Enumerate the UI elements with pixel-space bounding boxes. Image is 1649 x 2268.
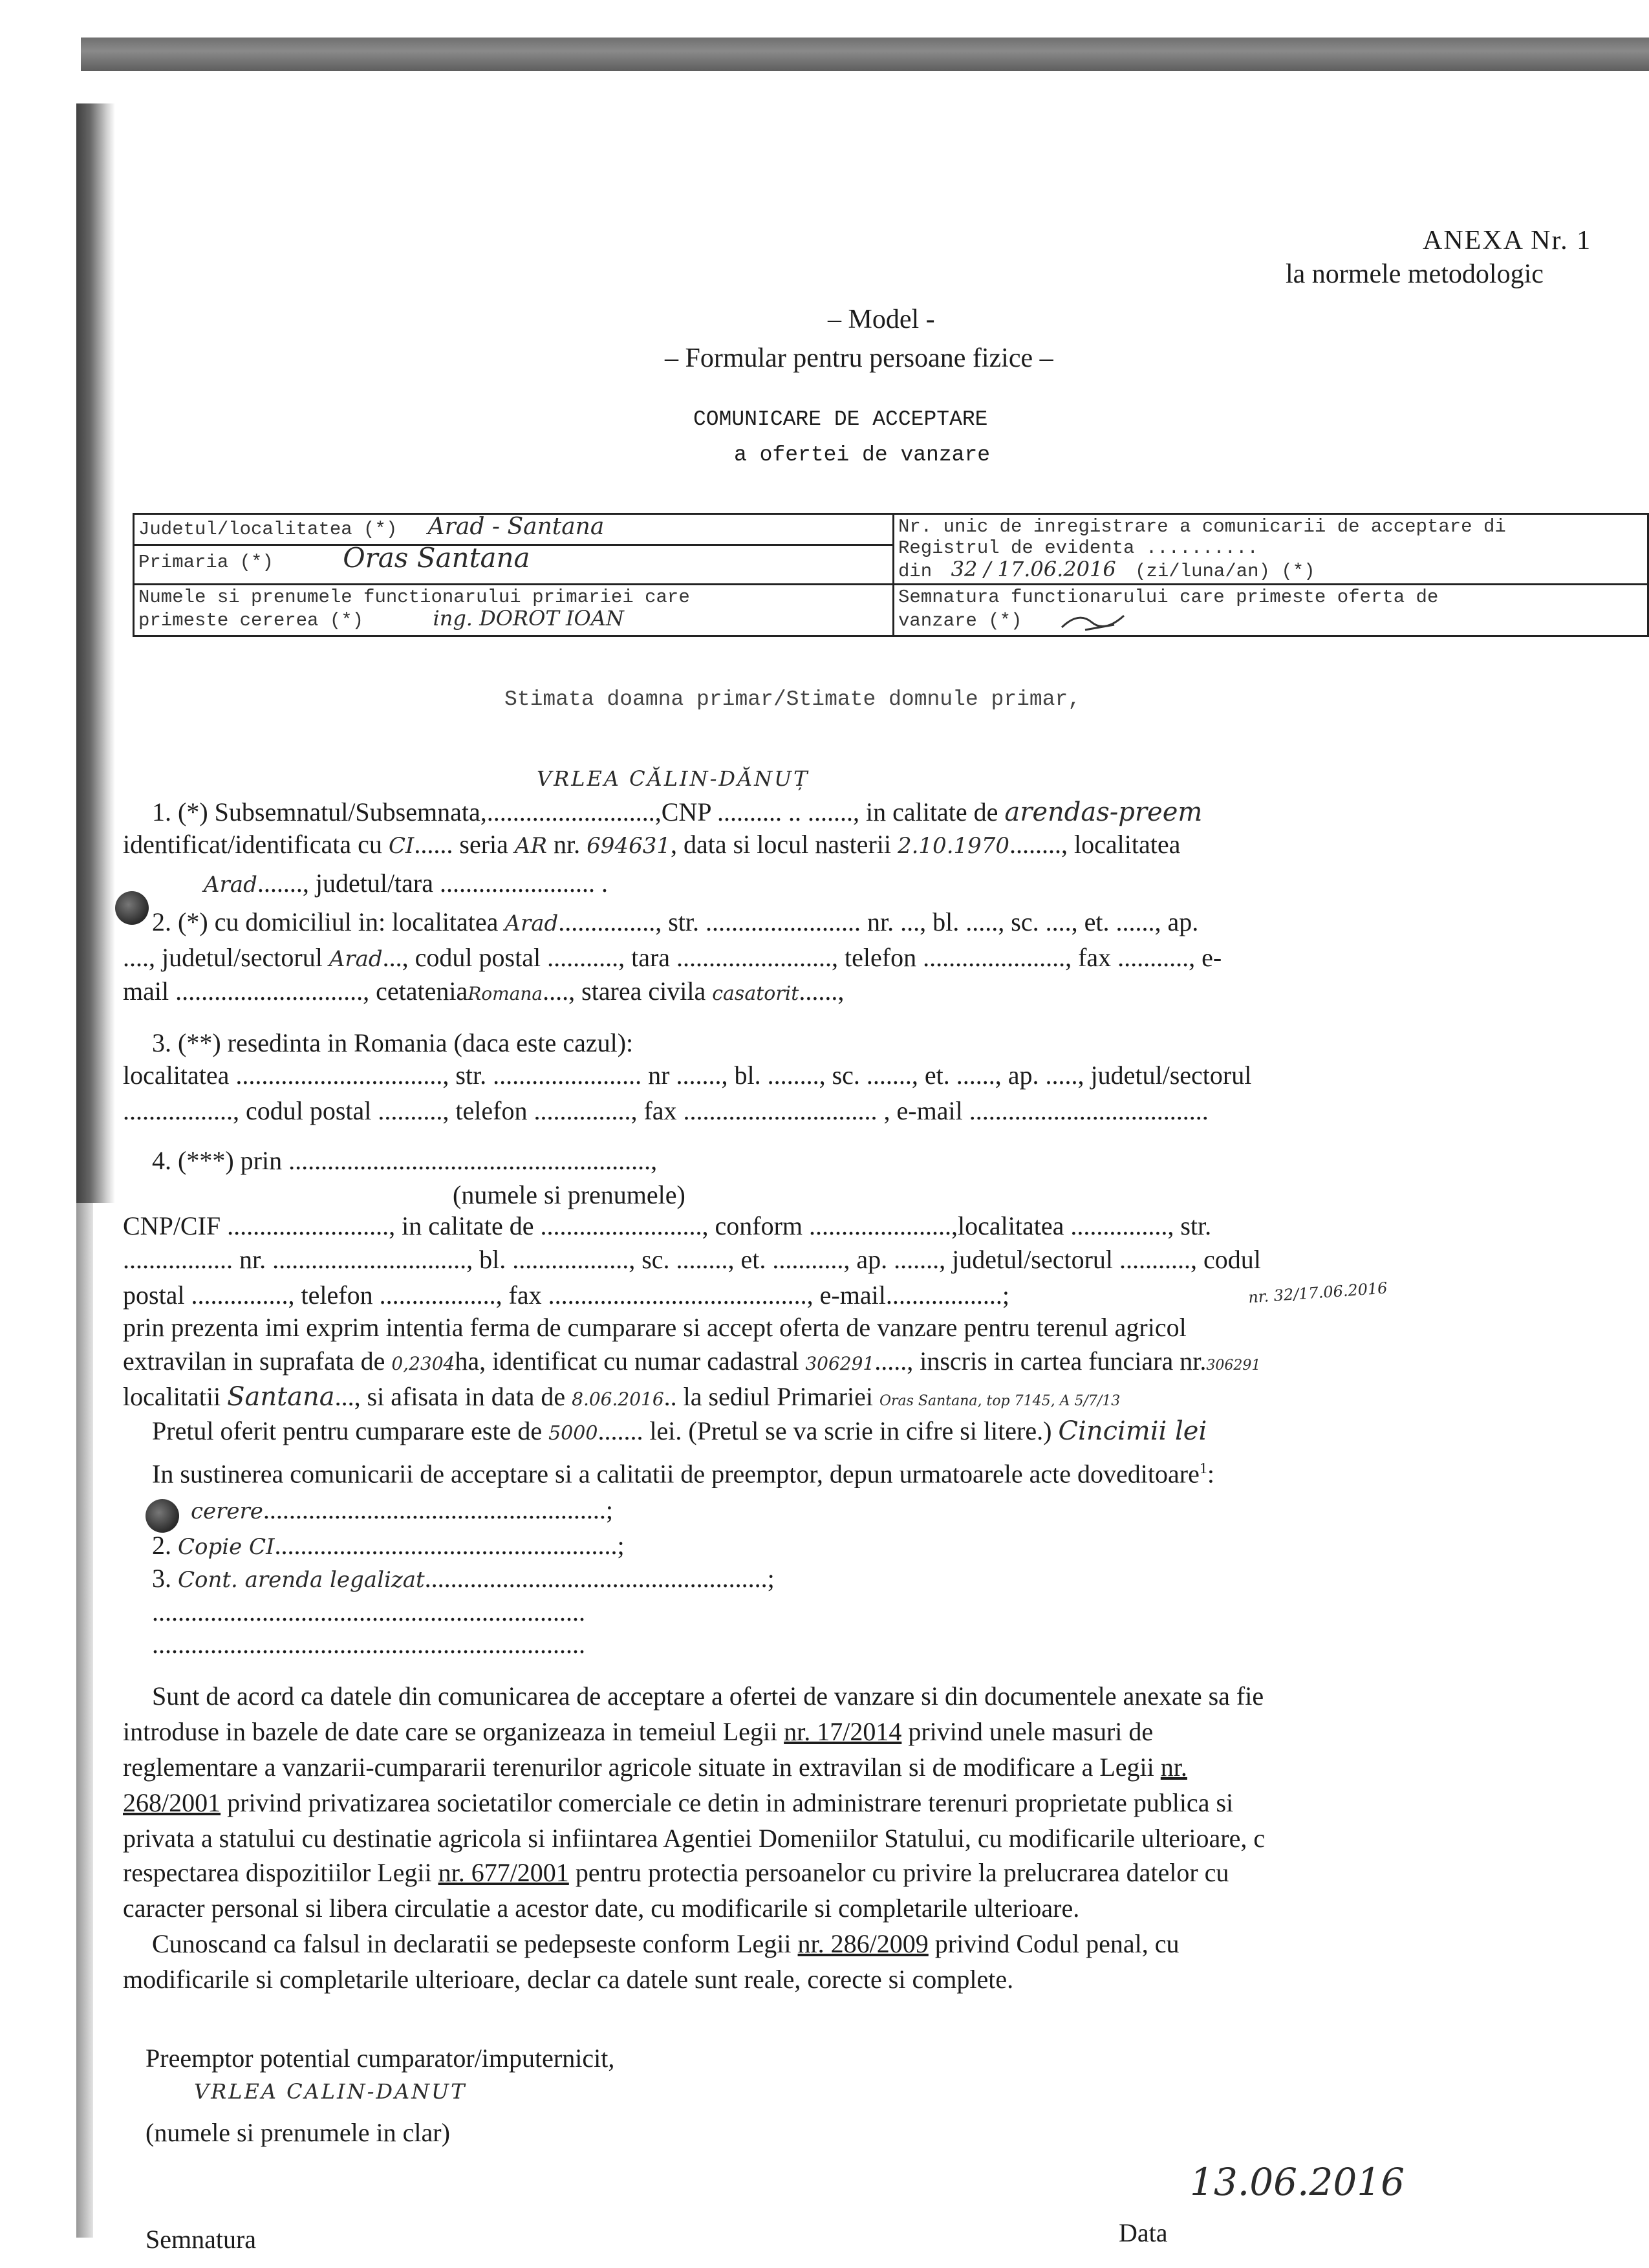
locality-label: ........, localitatea [1009, 830, 1181, 859]
county-value: Arad - Santana [427, 513, 605, 540]
id-doc-type: CI [388, 833, 415, 859]
section2-line1 [152, 907, 1198, 938]
registry-date-prefix: din [898, 561, 932, 582]
document-2-number: 2. [152, 1531, 171, 1560]
preemptor-name: VRLEA CALIN-DANUT [194, 2079, 467, 2104]
representative-line4: postal ..............., telefon .................., fax ........................................, e-mail..................; [123, 1280, 1009, 1310]
law-268-2001-link-start[interactable]: nr. [1160, 1753, 1187, 1782]
domicile-contact-fields: ..., codul postal ..........., tara ........................, telefon ......................, fax ..........., e- [382, 943, 1222, 972]
annex-number: ANEXA Nr. 1 [1423, 226, 1592, 255]
applicant-label: 1. (*) Subsemnatul/Subsemnata, [152, 797, 487, 826]
document-5-empty: ................................................................... [152, 1630, 585, 1659]
civil-status: casatorit [712, 982, 799, 1005]
consent-line4-b: privind privatizarea societatilor comerciale ce detin in administrare terenuri proprietate publica si [227, 1788, 1234, 1817]
intent-line1: prin prezenta imi exprim intentia ferma de cumparare si accept oferta de vanzare pentru terenul agricol [123, 1313, 1187, 1342]
birth-label: , data si locul nasterii [670, 830, 891, 859]
law-677-2001-link[interactable]: nr. 677/2001 [438, 1858, 569, 1887]
price-line [152, 1416, 1207, 1449]
applicant-quality: arendas-preem [1004, 797, 1203, 827]
residence-line2: ................., codul postal .........., telefon ..............., fax .............................. , e-mail ..................................... [123, 1096, 1209, 1125]
consent-line3-a: reglementare a vanzarii-cumpararii terenurilor agricole situate in extravilan si de modificare a Legii [123, 1753, 1154, 1782]
documents-intro-text: In sustinerea comunicarii de acceptare si a calitatii de preemptor, depun urmatoarele acte doveditoare [152, 1459, 1200, 1489]
handwritten-date: 13.06.2016 [1190, 2160, 1405, 2204]
registry-date-row [898, 559, 1643, 582]
preemptor-label: Preemptor potential cumparator/imputernicit, [146, 2044, 615, 2073]
footnote-marker: 1 [1199, 1460, 1207, 1477]
scan-edge-top [81, 38, 1649, 71]
consent-line2-b: privind unele masuri de [908, 1717, 1154, 1746]
birth-date: 2.10.1970 [897, 833, 1010, 859]
document-1-value: cerere [191, 1498, 263, 1524]
residence-line1: localitatea ................................, str. ....................... nr ......., bl. ........, sc. ......., et. ......, ap. ....., judetul/sectorul [123, 1061, 1252, 1090]
document-2-value: Copie CI [178, 1534, 275, 1560]
posted-date: 8.06.2016 [572, 1388, 664, 1410]
document-subtitle: a ofertei de vanzare [734, 443, 991, 467]
representative-line: 4. (***) prin ........................................................, [152, 1146, 658, 1175]
posted-date-label: ..., si afisata in data de [334, 1382, 566, 1411]
consent-line5: privata a statului cu destinatie agricola si infiintarea Agentiei Domeniilor Statului, cu modificarile ulterioare, c [123, 1824, 1266, 1853]
consent-line2-a: introduse in bazele de date care se organizeaza in temeiul Legii [123, 1717, 778, 1746]
applicant-name: VRLEA CĂLIN-DĂNUȚ [537, 766, 810, 791]
document-3-number: 3. [152, 1564, 171, 1593]
margin-note: nr. 32/17.06.2016 [1247, 1279, 1388, 1307]
consent-line8-b: privind Codul penal, cu [934, 1929, 1180, 1958]
representative-name-hint: (numele si prenumele) [453, 1180, 685, 1209]
cadastral-number: 306291 [805, 1353, 875, 1374]
representative-line3: ................. nr. .............................., bl. .................., sc. ........, et. ..........., ap. ......., judetul/sectorul ..........., codul [123, 1245, 1261, 1274]
section1-line3 [152, 869, 608, 900]
county-label: Judetul/localitatea (*) [138, 519, 398, 540]
document-3-value: Cont. arenda legalizat [178, 1567, 425, 1593]
county-cell [134, 514, 894, 545]
cnp-label: ..........................,CNP [486, 797, 711, 826]
birth-locality: Arad [204, 872, 257, 898]
official-name: ing. DOROT IOAN [433, 606, 624, 631]
document-2-dots: .....................................................; [274, 1531, 625, 1560]
law-268-2001-link[interactable]: 268/2001 [123, 1788, 221, 1817]
residence-heading: 3. (**) resedinta in Romania (daca este cazul): [152, 1028, 634, 1057]
consent-line4 [123, 1788, 1233, 1818]
id-series: AR [514, 833, 548, 859]
townhall-value: Oras Santana [343, 542, 530, 574]
consent-line6 [123, 1858, 1229, 1888]
scan-edge-left [76, 103, 115, 1203]
land-book-number: 306291 [1206, 1357, 1261, 1374]
official-cell [134, 585, 894, 636]
registry-table [133, 513, 1649, 637]
domicile-address-fields: ..............., str. ........................ nr. ..., bl. ....., sc. ...., et. ......, ap. [558, 907, 1199, 936]
registry-date-format: (zi/luna/an) (*) [1135, 561, 1315, 582]
consent-line9: modificarile si completarile ulterioare, declar ca datele sunt reale, corecte si complete. [123, 1965, 1014, 1994]
county-country-label: ......., judetul/tara ........................ . [257, 869, 608, 898]
document-1-dots: .....................................................; [263, 1495, 614, 1524]
registry-date-value: 32 / 17.06.2016 [951, 557, 1116, 581]
registry-number-cell [894, 514, 1648, 585]
document-2 [152, 1531, 625, 1562]
document-3 [152, 1564, 775, 1595]
registry-number-label: Nr. unic de inregistrare a comunicarii de acceptare di [898, 516, 1506, 537]
document-3-dots: .....................................................; [424, 1564, 775, 1593]
scan-edge-left-lower [76, 1203, 93, 2238]
name-hint: (numele si prenumele in clar) [146, 2118, 450, 2147]
domicile-label: 2. (*) cu domiciliul in: localitatea [152, 907, 499, 936]
price-instruction: ....... lei. (Pretul se va scrie in cifre si litere.) [598, 1416, 1052, 1445]
area-label: extravilan in suprafata de [123, 1346, 385, 1376]
documents-intro: In sustinerea comunicarii de acceptare si a calitatii de preemptor, depun urmatoarele acte doveditoare$^1$: [152, 1459, 1214, 1489]
document-4-empty: ................................................................... [152, 1597, 585, 1626]
townhall-seat-label: .. la sediul Primariei [663, 1382, 873, 1411]
date-label: Data [1119, 2218, 1168, 2247]
consent-line1: Sunt de acord ca datele din comunicarea de acceptare a ofertei de vanzare si din documentele anexate sa fie [152, 1681, 1264, 1711]
id-doc-label: identificat/identificata cu [123, 830, 382, 859]
id-number-label: nr. [554, 830, 581, 859]
signature-label-2: vanzare (*) [898, 610, 1022, 632]
consent-line2 [123, 1717, 1153, 1747]
official-label-1: Numele si prenumele functionarului primariei care [138, 587, 690, 608]
series-label: ...... seria [414, 830, 508, 859]
official-label-row [138, 608, 889, 631]
section2-line2 [123, 943, 1222, 974]
civil-status-label: ...., starea civila [543, 977, 706, 1006]
domicile-locality: Arad [504, 911, 559, 936]
consent-line6-b: pentru protectia persoanelor cu privire la prelucrarea datelor cu [575, 1858, 1229, 1887]
document-1 [152, 1495, 613, 1526]
document-title: COMUNICARE DE ACCEPTARE [693, 407, 988, 431]
price-label: Pretul oferit pentru cumparare este de [152, 1416, 543, 1445]
id-number: 694631 [587, 833, 671, 859]
signature-label: Semnatura [146, 2225, 257, 2254]
consent-line7: caracter personal si libera circulatie a acestor date, cu modificarile si completarile ulterioare. [123, 1894, 1080, 1923]
consent-line8 [152, 1929, 1180, 1959]
price-in-words: Cincimii lei [1058, 1416, 1207, 1446]
section1-line2 [123, 830, 1180, 861]
intent-line2 [123, 1346, 1260, 1381]
civil-status-tail: ......, [799, 977, 845, 1006]
land-book-label: ....., inscris in cartea funciara nr. [874, 1346, 1207, 1376]
townhall-label: Primaria (*) [138, 552, 274, 574]
official-signature-cell [894, 585, 1648, 636]
domicile-county-label: ...., judetul/sectorul [123, 943, 323, 972]
land-area: 0,2304 [391, 1353, 455, 1374]
consent-line6-a: respectarea dispozitiilor Legii [123, 1858, 432, 1887]
cadastral-label: ha, identificat cu numar cadastral [455, 1346, 799, 1376]
salutation: Stimata doamna primar/Stimate domnule primar, [504, 687, 1081, 711]
punch-hole-1 [115, 891, 149, 925]
townhall-seat: Oras Santana, top 7145, A 5/7/13 [879, 1393, 1121, 1409]
consent-line8-a: Cunoscand ca falsul in declaratii se pedepseste conform Legii [152, 1929, 792, 1958]
section2-line3 [123, 977, 844, 1009]
townhall-cell [134, 542, 894, 585]
representative-line2: CNP/CIF ........................., in calitate de ........................., conform ......................,localitatea ..............., str. [123, 1211, 1212, 1240]
domicile-county: Arad [329, 946, 383, 972]
intent-line3 [123, 1382, 1120, 1416]
form-type: – Formular pentru persoane fizice – [665, 343, 1053, 373]
signature-label-row [898, 608, 1643, 634]
consent-line3 [123, 1753, 1187, 1782]
annex-subtitle: la normele metodologic [1286, 259, 1544, 289]
quality-label: .......... .. ......., in calitate de [717, 797, 998, 826]
official-label-2: primeste cererea (*) [138, 610, 364, 631]
offered-price: 5000 [548, 1422, 598, 1445]
email-citizenship-label: mail ............................., cetatenia [123, 977, 468, 1006]
law-17-2014-link[interactable]: nr. 17/2014 [784, 1717, 902, 1746]
model-label: – Model - [828, 305, 935, 334]
official-signature [1059, 608, 1130, 634]
land-locality: Santana [227, 1382, 335, 1412]
locality-of-label: localitatii [123, 1382, 221, 1411]
signature-label-1: Semnatura functionarului care primeste oferta de [898, 587, 1439, 608]
section1-line1 [152, 797, 1202, 827]
registry-book-label: Registrul de evidenta .......... [898, 537, 1258, 559]
citizenship: Romana [468, 983, 543, 1004]
law-286-2009-link[interactable]: nr. 286/2009 [797, 1929, 929, 1958]
